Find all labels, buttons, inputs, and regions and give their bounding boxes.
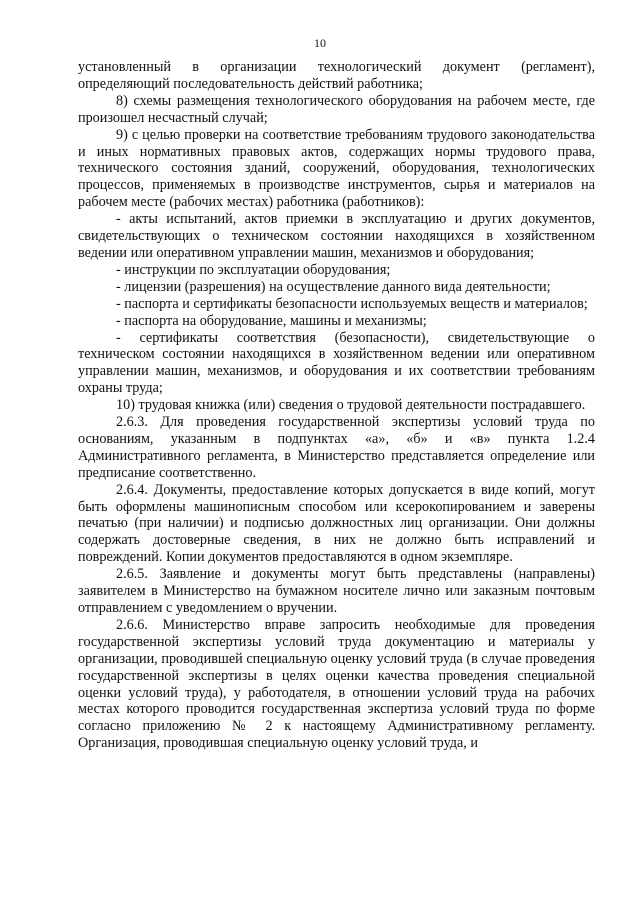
document-text-body: [78, 59, 595, 752]
paragraph-item-9: 9) с целью проверки на соответствие требованиям трудового законодательства и иных нормативных правовых актов, содержащих нормы трудового права, технического состояния зданий, сооружений, оборудования, технологических процессов, применяемых в производстве инструментов, сырья и материалов на рабочем месте (рабочих местах) работника (работников):: [78, 126, 595, 211]
paragraph-item-10: 10) трудовая книжка (или) сведения о трудовой деятельности пострадавшего.: [116, 397, 586, 414]
list-item-test-acts: - акты испытаний, актов приемки в эксплуатацию и других документов, свидетельствующих о техническом состоянии находящихся в хозяйственном ведении или оперативном управлении машин, механизмов и оборудования;: [78, 211, 595, 261]
list-item-instructions: - инструкции по эксплуатации оборудования;: [116, 261, 391, 278]
list-item-safety-passports: - паспорта и сертификаты безопасности используемых веществ и материалов;: [116, 295, 588, 312]
page-number: 10: [314, 36, 326, 50]
section-2-6-4: 2.6.4. Документы, предоставление которых допускается в виде копий, могут быть оформлены машинописным способом или ксерокопированием и заверены печатью (при наличии) и подписью должностных лиц организации. Они должны содержать достоверные сведения, в них не должно быть исправлений и повреждений. Копии документов предоставляются в одном экземпляре.: [78, 481, 595, 566]
paragraph-item-8: 8) схемы размещения технологического оборудования на рабочем месте, где произошел несчастный случай;: [78, 92, 595, 126]
section-2-6-5: 2.6.5. Заявление и документы могут быть представлены (направлены) заявителем в Министерство на бумажном носителе лично или заказным почтовым отправлением с уведомлением о вручении.: [78, 566, 595, 616]
section-2-6-6: 2.6.6. Министерство вправе запросить необходимые для проведения государственной экспертизы условий труда документацию и материалы у организации, проводившей специальную оценку условий труда (в случае проведения государственной экспертизы в целях оценки качества проведения специальной оценки условий труда), у работодателя, в отношении условий труда на рабочих местах которого проводится государственная экспертиза условий труда по форме согласно приложению № 2 к настоящему Административному регламенту. Организация, проводившая специальную оценку условий труда, и: [78, 616, 595, 752]
section-2-6-3: 2.6.3. Для проведения государственной экспертизы условий труда по основаниям, указанным в подпунктах «а», «б» и «в» пункта 1.2.4 Административного регламента, в Министерство представляется определение или предписание соответственно.: [78, 414, 595, 481]
list-item-conformity-certificates: - сертификаты соответствия (безопасности), свидетельствующие о техническом состоянии находящихся в хозяйственном ведении или оперативном управлении машин, механизмов, и оборудования и их соответствии требованиям охраны труда;: [78, 329, 595, 397]
list-item-licenses: - лицензии (разрешения) на осуществление данного вида деятельности;: [116, 278, 551, 295]
list-item-equipment-passports: - паспорта на оборудование, машины и механизмы;: [116, 312, 427, 329]
paragraph-continuation: установленный в организации технологический документ (регламент), определяющий последовательность действий работника;: [78, 59, 595, 92]
